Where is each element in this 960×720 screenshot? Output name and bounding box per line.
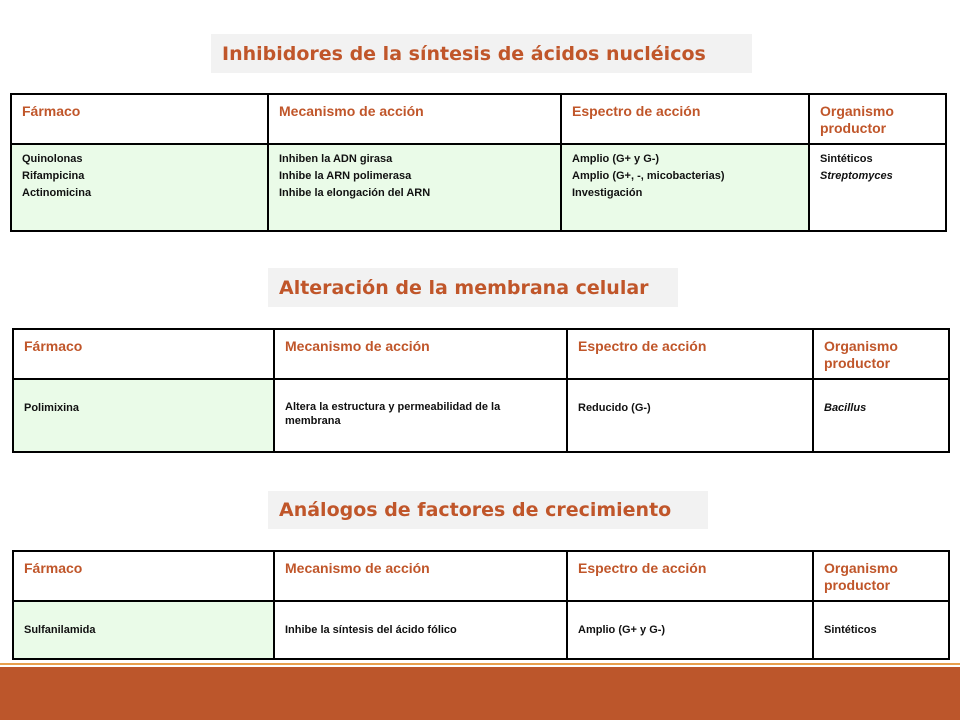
table-membrane [12, 328, 950, 453]
mechanism-text: Altera la estructura y permeabilidad de la membrana [285, 401, 501, 427]
header-organismo: Organismo productor [813, 329, 949, 379]
spectrum-text: Reducido (G-) [578, 402, 651, 414]
section-title-nucleic-acids: Inhibidores de la síntesis de ácidos nucléicos [211, 34, 752, 73]
drug-name: Sulfanilamida [24, 623, 96, 636]
mechanism-text: Inhiben la ADN girasa [279, 153, 393, 165]
cell-organismo [813, 379, 949, 452]
header-organismo: Organismo productor [809, 94, 946, 144]
cell-farmaco [11, 144, 268, 231]
header-espectro: Espectro de acción [567, 551, 813, 601]
header-mecanismo: Mecanismo de acción [274, 551, 567, 601]
header-organismo: Organismo productor [813, 551, 949, 601]
cell-mecanismo [274, 601, 567, 659]
table-header-row [11, 94, 946, 144]
cell-farmaco [13, 601, 274, 659]
table-row [13, 379, 949, 452]
drug-name: Actinomicina [22, 187, 92, 199]
mechanism-text: Inhibe la síntesis del ácido fólico [285, 623, 457, 636]
spectrum-text: Investigación [572, 187, 643, 199]
header-farmaco: Fármaco [11, 94, 268, 144]
footer-accent-line [0, 663, 960, 665]
table-growth-factors [12, 550, 950, 660]
cell-espectro [567, 601, 813, 659]
spectrum-text: Amplio (G+ y G-) [572, 153, 660, 165]
cell-espectro [567, 379, 813, 452]
section-title-membrane: Alteración de la membrana celular [268, 268, 678, 307]
cell-organismo [813, 601, 949, 659]
footer-bar [0, 667, 960, 720]
table-header-row [13, 329, 949, 379]
header-mecanismo: Mecanismo de acción [274, 329, 567, 379]
header-mecanismo: Mecanismo de acción [268, 94, 561, 144]
mechanism-text: Inhibe la ARN polimerasa [279, 170, 412, 182]
table-row [11, 144, 946, 231]
organism-text: Sintéticos [824, 623, 877, 636]
cell-mecanismo [274, 379, 567, 452]
drug-name: Polimixina [24, 402, 80, 414]
spectrum-text: Amplio (G+ y G-) [578, 623, 666, 636]
spectrum-text: Amplio (G+, -, micobacterias) [572, 170, 725, 182]
header-farmaco: Fármaco [13, 329, 274, 379]
table-nucleic-acids [10, 93, 947, 232]
cell-farmaco [13, 379, 274, 452]
section-title-growth-factors: Análogos de factores de crecimiento [268, 491, 708, 529]
mechanism-text: Inhibe la elongación del ARN [279, 187, 431, 199]
organism-text: Bacillus [824, 402, 867, 414]
cell-organismo [809, 144, 946, 231]
header-espectro: Espectro de acción [561, 94, 809, 144]
organism-text: Sintéticos [820, 153, 873, 165]
drug-name: Quinolonas [22, 153, 83, 165]
header-espectro: Espectro de acción [567, 329, 813, 379]
cell-mecanismo [268, 144, 561, 231]
table-header-row [13, 551, 949, 601]
table-row [13, 601, 949, 659]
drug-name: Rifampicina [22, 170, 85, 182]
cell-espectro [561, 144, 809, 231]
organism-text: Streptomyces [820, 170, 893, 182]
header-farmaco: Fármaco [13, 551, 274, 601]
